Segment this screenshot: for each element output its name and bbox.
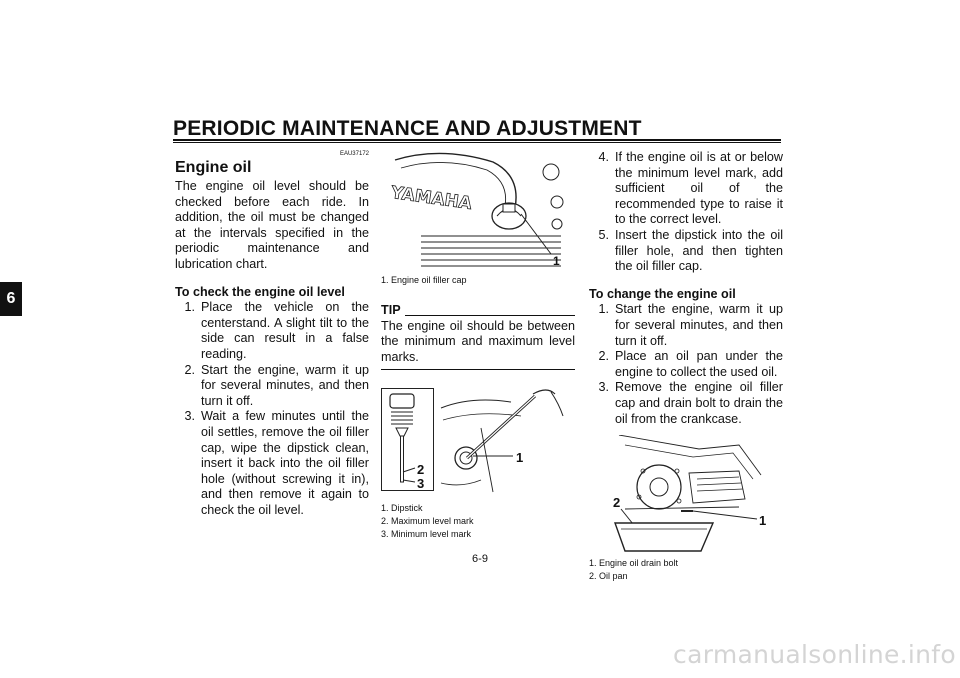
dipstick-illustration: [381, 388, 575, 498]
column-2: [381, 150, 575, 541]
tip-label: TIP: [381, 303, 401, 317]
column-3: [589, 150, 783, 583]
header-rule: [173, 139, 781, 143]
intro-paragraph: The engine oil level should be checked before each ride. In addition, the oil must be changed at the intervals specified in the periodic maintenance and lubrication chart.: [175, 179, 369, 271]
callout-2: 2: [417, 462, 425, 478]
engine-cover-illustration: [381, 150, 575, 270]
column-1: [175, 150, 369, 518]
page-number: 6-9: [472, 553, 488, 565]
list-item: 1. Start the engine, warm it up for several minutes, and then turn it off.: [598, 302, 783, 348]
page-header-title: PERIODIC MAINTENANCE AND ADJUSTMENT: [173, 117, 642, 140]
figure-oil-drain: [589, 435, 783, 553]
figure2-caption: 1. Dipstick 2. Maximum level mark 3. Minimum level mark: [381, 503, 474, 540]
callout-1: 1: [759, 513, 767, 529]
callout-1: 1: [553, 254, 560, 268]
callout-1: 1: [516, 450, 524, 466]
callout-2: 2: [613, 495, 621, 511]
check-steps-continued: [589, 150, 783, 275]
check-steps: [175, 300, 369, 518]
list-item: 5. Insert the dipstick into the oil filler hole, and then tighten the oil filler cap.: [598, 227, 783, 274]
list-item: 3. Remove the engine oil filler cap and drain bolt to drain the oil from the crankcase.: [598, 380, 783, 426]
figure3-caption: 1. Engine oil drain bolt 2. Oil pan: [589, 558, 679, 582]
change-heading: To change the engine oil: [589, 286, 736, 301]
list-item: 3. Wait a few minutes until the oil settles, remove the oil filler cap, wipe the dipstick clean, insert it back into the oil filler hole (without screwing it in), and then remove it again to check the oil level.: [184, 409, 369, 517]
callout-3: 3: [417, 476, 425, 492]
brand-lettering: YAMAHA: [389, 182, 474, 215]
list-item: 1. Place the vehicle on the centerstand. A slight tilt to the side can result in a false reading.: [184, 300, 369, 361]
figure-dipstick: [381, 388, 575, 498]
tip-text: The engine oil should be between the minimum and maximum level marks.: [381, 318, 575, 364]
figure-oil-filler-cap: [381, 150, 575, 270]
figure1-caption: 1. Engine oil filler cap: [381, 275, 467, 285]
change-steps: [589, 302, 783, 427]
section-title: Engine oil: [175, 159, 252, 176]
section-code: EAU37172: [339, 151, 369, 157]
drain-illustration: [589, 435, 783, 553]
chapter-tab: 6: [0, 282, 22, 316]
check-heading: To check the engine oil level: [175, 284, 345, 299]
list-item: 4. If the engine oil is at or below the minimum level mark, add sufficient oil of the recommended type to raise it to the correct level.: [598, 150, 783, 227]
oil-pan-shape: [615, 523, 713, 551]
tip-box: [381, 303, 575, 370]
list-item: 2. Place an oil pan under the engine to collect the used oil.: [598, 349, 783, 379]
list-item: 2. Start the engine, warm it up for several minutes, and then turn it off.: [184, 362, 369, 408]
watermark: carmanualsonline.info: [673, 640, 956, 669]
